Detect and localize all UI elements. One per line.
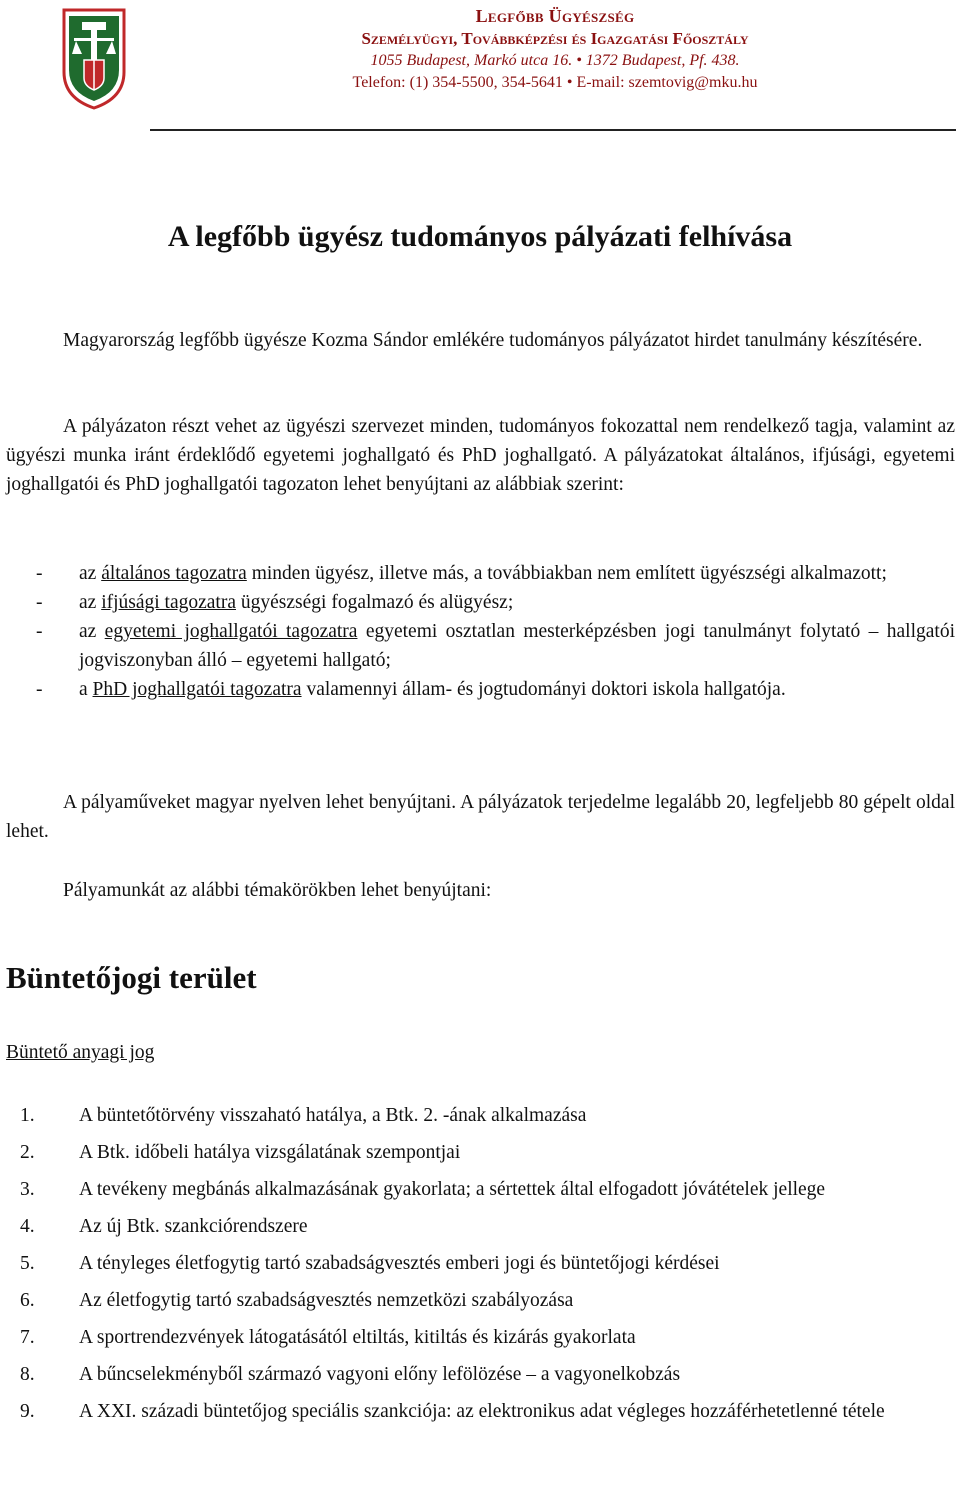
list-item: 1. A büntetőtörvény visszaható hatálya, a Btk. 2. -ának alkalmazása (20, 1105, 587, 1126)
list-item: 9. A XXI. századi büntetőjog speciális szankciója: az elektronikus adat végleges hozzáférhetetlenné tétele (20, 1401, 885, 1422)
topics-intro-text: Pályamunkát az alábbi témakörökben lehet benyújtani: (63, 880, 492, 901)
subsection-title: Büntető anyagi jog (6, 1042, 155, 1063)
division-term: PhD joghallgatói tagozatra (92, 679, 302, 700)
eligibility-paragraph (6, 412, 955, 499)
division-term: általános tagozatra (101, 563, 247, 584)
address-line: 1055 Budapest, Markó utca 16. • 1372 Budapest, Pf. 438. (370, 52, 740, 69)
list-item: 5. A tényleges életfogytig tartó szabadságvesztés emberi jogi és büntetőjogi kérdései (20, 1253, 720, 1274)
topic-list (6, 1097, 955, 1430)
letterhead-text (150, 4, 960, 94)
list-item: 4. Az új Btk. szankciórendszere (20, 1216, 308, 1237)
header-divider (150, 129, 956, 131)
list-item: 7. A sportrendezvények látogatásától eltiltás, kitiltás és kizárás gyakorlata (20, 1327, 636, 1348)
list-item: 6. Az életfogytig tartó szabadságvesztés nemzetközi szabályozása (20, 1290, 574, 1311)
division-list (6, 559, 955, 704)
contact-line: Telefon: (1) 354-5500, 354-5641 • E-mail: szemtovig@mku.hu (352, 74, 758, 91)
language-text: A pályaműveket magyar nyelven lehet benyújtani. A pályázatok terjedelme legalább 20, legfeljebb 80 gépelt oldal lehet. (6, 792, 955, 842)
topics-intro-paragraph (6, 876, 955, 905)
list-item: - az általános tagozatra minden ügyész, illetve más, a továbbiakban nem említett ügyészségi alkalmazott; (36, 563, 887, 584)
section-title: Büntetőjogi terület (6, 960, 257, 995)
division-term: ifjúsági tagozatra (101, 592, 237, 613)
list-item: 8. A bűncselekményből származó vagyoni előny lefölözése – a vagyonelkobzás (20, 1364, 681, 1385)
list-item: 2. A Btk. időbeli hatálya vizsgálatának szempontjai (20, 1142, 461, 1163)
intro-paragraph (6, 326, 955, 355)
prosecution-emblem-icon (60, 2, 128, 112)
list-item: - a PhD joghallgatói tagozatra valamennyi állam- és jogtudományi doktori iskola hallgatója. (36, 679, 786, 700)
division-term: egyetemi joghallgatói tagozatra (104, 621, 358, 642)
language-paragraph (6, 788, 955, 846)
intro-text: Magyarország legfőbb ügyésze Kozma Sándor emlékére tudományos pályázatot hirdet tanulmány készítésére. (63, 330, 923, 351)
list-item: - az egyetemi joghallgatói tagozatra egyetemi osztatlan mesterképzésben jogi tanulmányt folytató – hallgatói jogviszonyban álló – egyetemi hallgató; (36, 621, 955, 671)
eligibility-text: A pályázaton részt vehet az ügyészi szervezet minden, tudományos fokozattal nem rendelkező tagja, valamint az ügyészi munka iránt érdeklődő egyetemi joghallgató és PhD joghallgató. A pályázatokat általános, ifjúsági, egyetemi joghallgatói és PhD joghallgatói tagozaton lehet benyújtani az alábbiak szerint: (6, 416, 955, 495)
list-item: 3. A tevékeny megbánás alkalmazásának gyakorlata; a sértettek által elfogadott jóvátételek jellege (20, 1179, 826, 1200)
letterhead (0, 0, 960, 138)
list-item: - az ifjúsági tagozatra ügyészségi fogalmazó és alügyész; (36, 592, 514, 613)
department-name: Személyügyi, Továbbképzési és Igazgatási Főosztály (361, 29, 749, 48)
organization-name: Legfőbb Ügyészség (475, 6, 635, 26)
page-title: A legfőbb ügyész tudományos pályázati felhívása (167, 220, 793, 253)
